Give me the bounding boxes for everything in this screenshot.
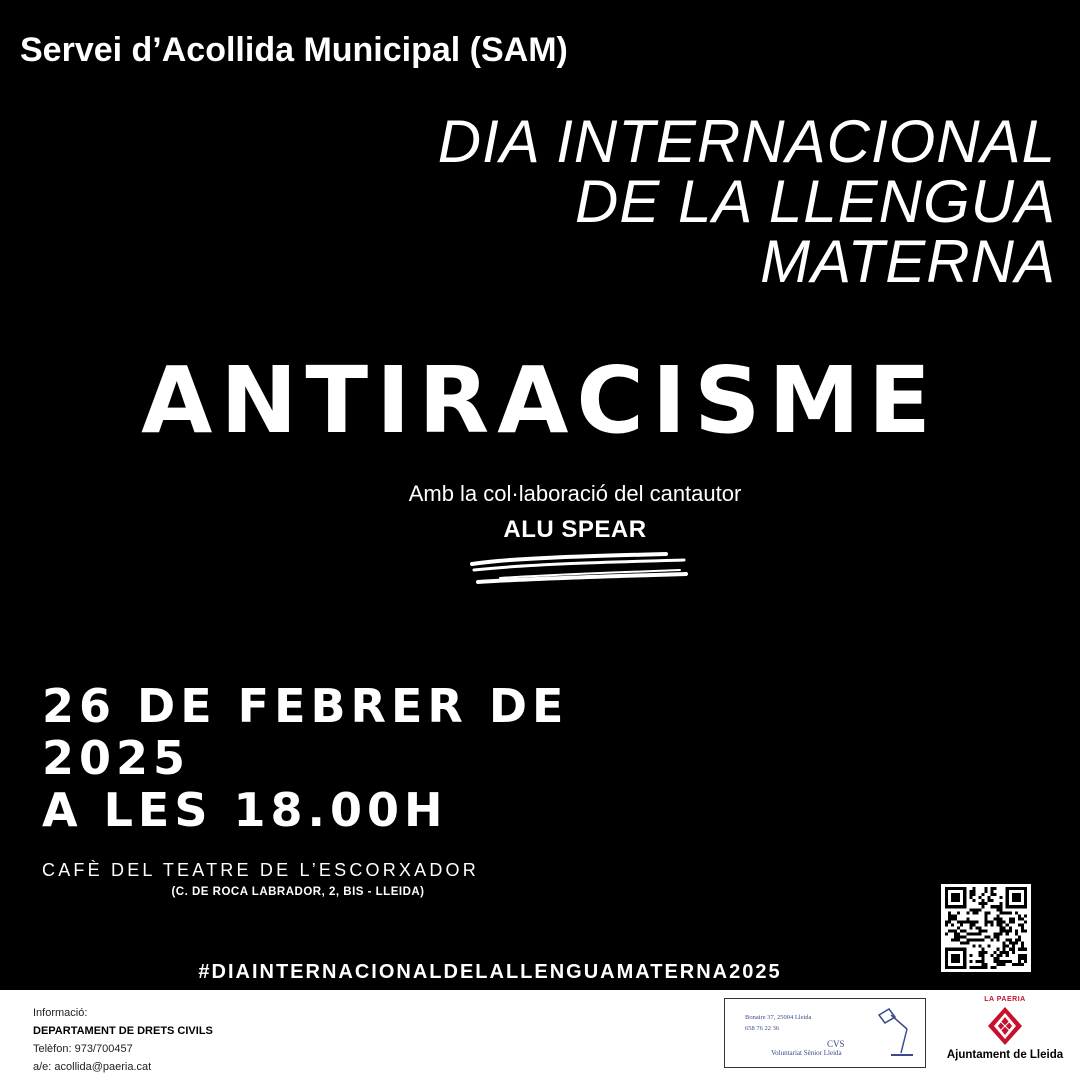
paeria-brand: LA PAERIA bbox=[984, 996, 1026, 1003]
venue-address: (C. DE ROCA LABRADOR, 2, BIS - LLEIDA) bbox=[171, 886, 425, 898]
date-line: 26 DE FEBRER DE bbox=[42, 679, 569, 733]
contact-email[interactable]: a/e: acollida@paeria.cat bbox=[33, 1061, 152, 1073]
event-title bbox=[437, 108, 1056, 295]
event-title-line: DE LA LLENGUA bbox=[575, 168, 1056, 235]
time-line: A LES 18.00H bbox=[42, 783, 448, 837]
date-line: 2025 bbox=[42, 731, 191, 785]
lleida-coat-of-arms-icon bbox=[987, 1006, 1023, 1046]
organizer-title: Servei d’Acollida Municipal (SAM) bbox=[20, 31, 568, 69]
footer bbox=[0, 990, 1080, 1080]
cvs-subtitle: Voluntariat Sènior Lleida bbox=[771, 1049, 842, 1057]
contact-info bbox=[33, 1004, 213, 1076]
city-council-logo bbox=[940, 996, 1070, 1061]
department-name: DEPARTAMENT DE DRETS CIVILS bbox=[33, 1025, 213, 1037]
event-title-line: MATERNA bbox=[760, 228, 1056, 295]
info-label: Informació: bbox=[33, 1007, 88, 1019]
cvs-name: CVS bbox=[827, 1039, 845, 1049]
theme-heading: ANTIRACISME bbox=[141, 347, 939, 454]
venue-name: CAFÈ DEL TEATRE DE L’ESCORXADOR bbox=[42, 860, 479, 880]
cvs-partner-logo bbox=[724, 998, 926, 1068]
artist-name: ALU SPEAR bbox=[503, 516, 647, 543]
underline-scribble bbox=[470, 548, 690, 588]
contact-phone: Telèfon: 973/700457 bbox=[33, 1043, 133, 1055]
collaboration-text: Amb la col·laboració del cantautor bbox=[408, 481, 742, 506]
city-council-name: Ajuntament de Lleida bbox=[946, 1049, 1064, 1061]
desk-lamp-icon bbox=[867, 1005, 917, 1061]
cvs-address: Bonaire 37, 25004 Lleida 658 76 22 36 bbox=[745, 1014, 812, 1032]
qr-code-icon[interactable] bbox=[941, 884, 1031, 972]
event-hashtag: #DIAINTERNACIONALDELALLENGUAMATERNA2025 bbox=[198, 961, 782, 983]
event-title-line: DIA INTERNACIONAL bbox=[437, 108, 1056, 175]
event-date bbox=[42, 680, 568, 836]
